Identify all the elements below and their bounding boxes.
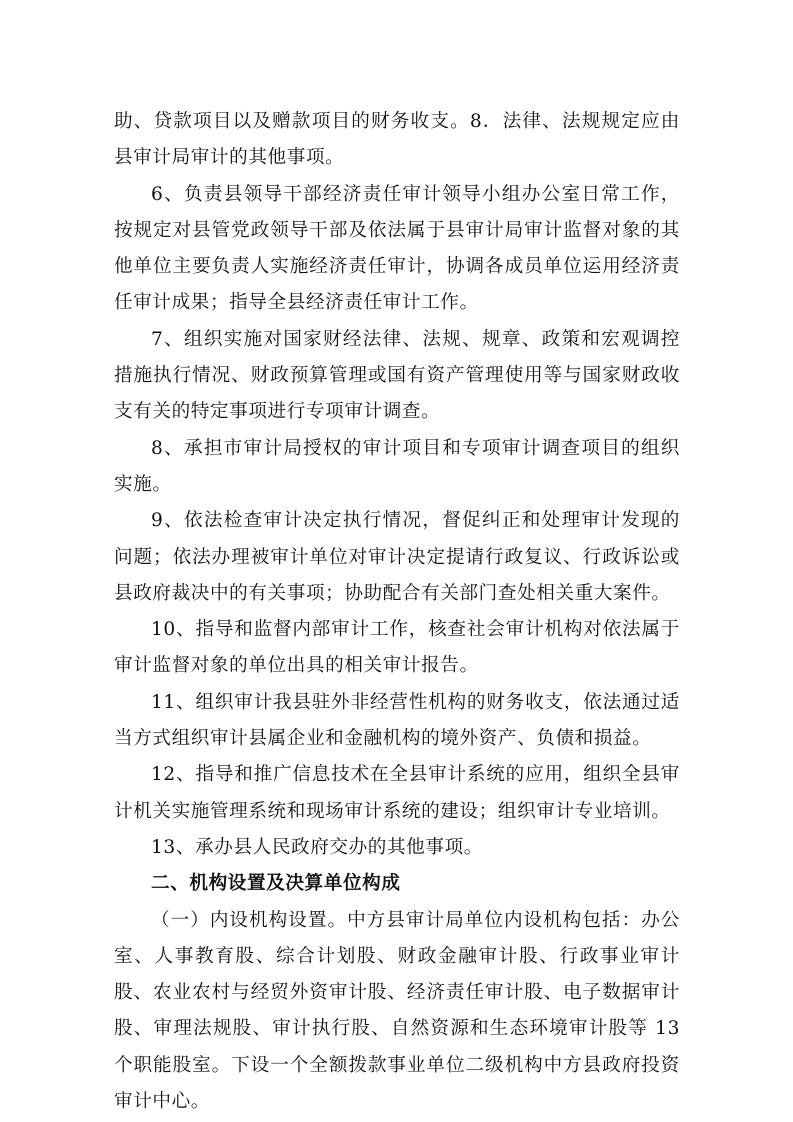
paragraph-item-8: 8、承担市审计局授权的审计项目和专项审计调查项目的组织实施。 xyxy=(114,437,680,495)
section-heading: 二、机构设置及决算单位构成 xyxy=(151,873,401,895)
paragraph-item-11: 11、组织审计我县驻外非经营性机构的财务收支，依法通过适当方式组织审计县属企业和金融机构的境外资产、负债和损益。 xyxy=(114,691,680,750)
paragraph-item-6: 6、负责县领导干部经济责任审计领导小组办公室日常工作，按规定对县管党政领导干部及依法属于县审计局审计监督对象的其他单位主要负责人实施经济责任审计，协调各成员单位运用经济责任审计成果；指导全县经济责任审计工作。 xyxy=(114,183,680,314)
section-paragraph-internal-structure: （一）内设机构设置。中方县审计局单位内设机构包括：办公室、人事教育股、综合计划股、财政金融审计股、行政事业审计股、农业农村与经贸外资审计股、经济责任审计股、电子数据审计股、审理法规股、审计执行股、自然资源和生态环境审计股等 13 个职能股室。下设一个全额拨款事业单位二级机构中方县政府投资审计中心。 xyxy=(114,909,680,1113)
paragraph-item-9: 9、依法检查审计决定执行情况，督促纠正和处理审计发现的问题；依法办理被审计单位对审计决定提请行政复议、行政诉讼或县政府裁决中的有关事项；协助配合有关部门查处相关重大案件。 xyxy=(114,510,680,604)
paragraph-item-13: 13、承办县人民政府交办的其他事项。 xyxy=(151,836,483,858)
paragraph-item-7: 7、组织实施对国家财经法律、法规、规章、政策和宏观调控措施执行情况、财政预算管理或国有资产管理使用等与国家财政收支有关的特定事项进行专项审计调查。 xyxy=(114,328,680,423)
paragraph-item-12: 12、指导和推广信息技术在全县审计系统的应用，组织全县审计机关实施管理系统和现场审计系统的建设；组织审计专业培训。 xyxy=(114,764,680,822)
document-body xyxy=(114,104,680,1120)
paragraph-item-10: 10、指导和监督内部审计工作，核查社会审计机构对依法属于审计监督对象的单位出具的相关审计报告。 xyxy=(114,619,680,677)
paragraph-continuation: 助、贷款项目以及赠款项目的财务收支。8．法律、法规规定应由县审计局审计的其他事项。 xyxy=(114,111,680,169)
